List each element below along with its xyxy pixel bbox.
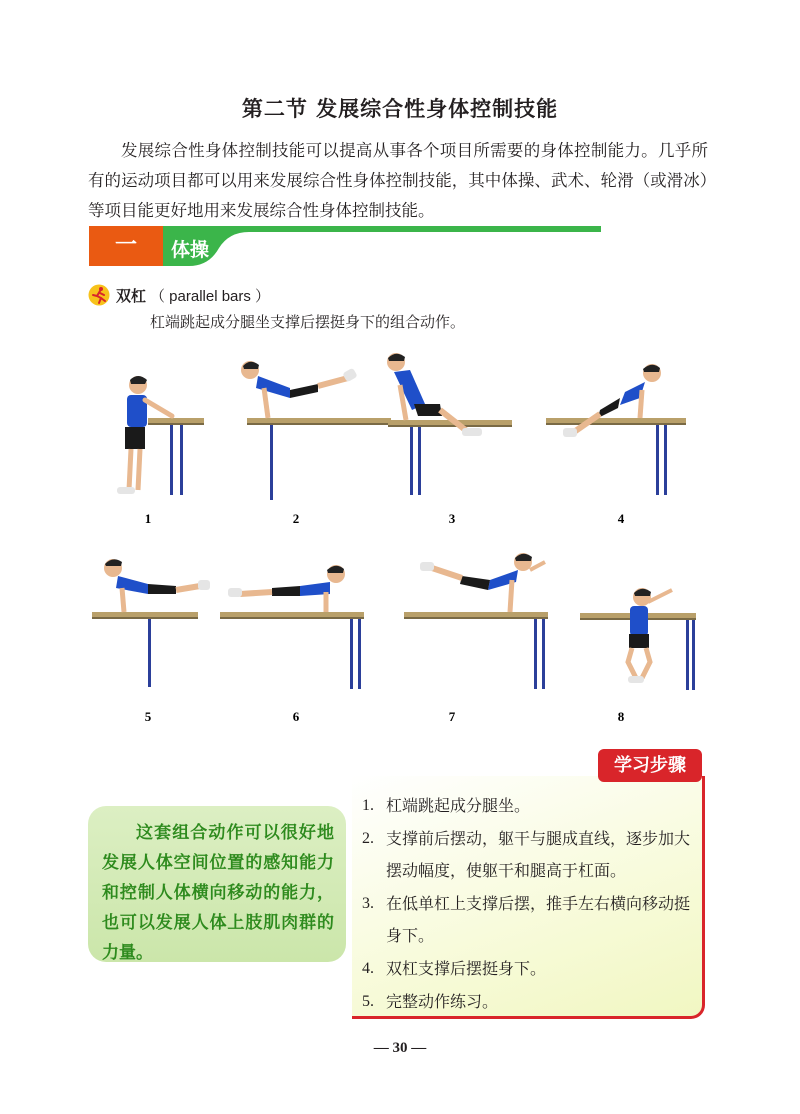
figure-8-illustration xyxy=(580,588,696,690)
subsection-title-en: （ parallel bars ） xyxy=(150,287,271,305)
step-text: 在低单杠上支撑后摆，推手左右横向移动挺身下。 xyxy=(386,893,691,946)
figure-6-illustration xyxy=(220,565,364,689)
figure-2-illustration xyxy=(241,361,391,500)
figure-7-illustration xyxy=(404,553,548,689)
page-number: — 30 — xyxy=(373,1040,427,1056)
section-banner xyxy=(89,226,601,266)
figure-label-6: 6 xyxy=(292,709,300,724)
runner-icon xyxy=(88,284,110,306)
figure-label-7: 7 xyxy=(448,709,456,724)
figure-label-3: 3 xyxy=(448,511,456,526)
subsection-heading xyxy=(88,284,270,306)
learning-steps-tag: 学习步骤 xyxy=(598,749,702,782)
figure-label-4: 4 xyxy=(617,511,625,526)
figure-1-illustration xyxy=(117,376,204,495)
learning-step xyxy=(362,823,696,888)
step-number: 4. xyxy=(362,959,374,977)
banner-number: 一 xyxy=(89,226,163,266)
banner-shape xyxy=(89,226,601,266)
step-text: 杠端跳起成分腿坐。 xyxy=(386,796,531,815)
subsection-description: 杠端跳起成分腿坐支撑后摆挺身下的组合动作。 xyxy=(150,313,466,331)
step-number: 5. xyxy=(362,992,374,1010)
learning-step xyxy=(362,953,696,986)
figure-3-illustration xyxy=(387,353,512,495)
section-title: 第二节 发展综合性身体控制技能 xyxy=(241,97,559,121)
step-number: 3. xyxy=(362,894,374,912)
figure-4-illustration xyxy=(546,364,686,495)
learning-step xyxy=(362,790,696,823)
intro-paragraph xyxy=(88,136,708,226)
intro-text: 发展综合性身体控制技能可以提高从事各个项目所需要的身体控制能力。几乎所有的运动项目都可以用来发展综合性身体控制技能，其中体操、武术、轮滑（或滑冰）等项目能更好地用来发展综合性身体控制技能。 xyxy=(88,141,708,220)
figure-label-8: 8 xyxy=(617,709,625,724)
figure-label-5: 5 xyxy=(144,709,152,724)
learning-step xyxy=(362,986,696,1019)
step-text: 支撑前后摆动，躯干与腿成直线，逐步加大摆动幅度，使躯干和腿高于杠面。 xyxy=(386,828,691,881)
step-text: 完整动作练习。 xyxy=(386,991,499,1011)
note-box xyxy=(88,806,346,962)
learning-step xyxy=(362,888,696,953)
figure-label-1: 1 xyxy=(144,511,152,526)
figure-5-illustration xyxy=(92,559,210,687)
step-number: 1. xyxy=(362,797,374,814)
parallel-bars-illustrations xyxy=(0,340,800,740)
step-number: 2. xyxy=(362,829,374,847)
note-text: 这套组合动作可以很好地发展人体空间位置的感知能力和控制人体横向移动的能力，也可以发展人体上肢肌肉群的力量。 xyxy=(102,823,334,963)
subsection-title: 双杠 xyxy=(116,286,147,305)
figure-label-2: 2 xyxy=(292,511,300,526)
learning-steps-list xyxy=(362,790,696,1018)
step-text: 双杠支撑后摆挺身下。 xyxy=(386,958,547,978)
banner-title: 体操 xyxy=(171,239,210,261)
